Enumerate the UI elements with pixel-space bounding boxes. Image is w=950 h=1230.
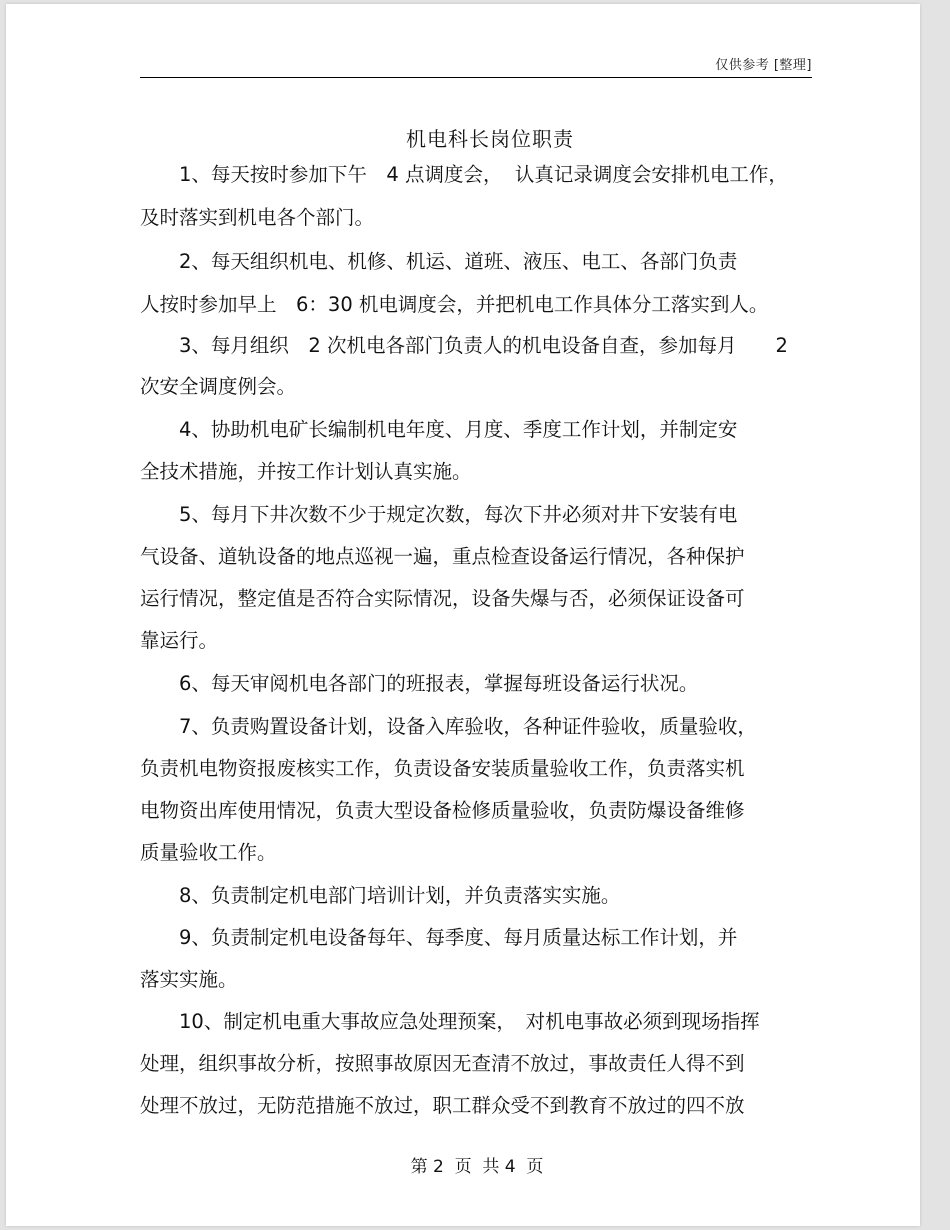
- text-line: 人按时参加早上 6：30 机电调度会，并把机电工作具体分工落实到人。: [140, 293, 769, 316]
- text-line: 6、每天审阅机电各部门的班报表，掌握每班设备运行状况。: [140, 672, 699, 695]
- text-line: 4、协助机电矿长编制机电年度、月度、季度工作计划，并制定安: [140, 418, 738, 441]
- text-line: 及时落实到机电各个部门。: [140, 206, 375, 229]
- text-line: 处理不放过，无防范措施不放过，职工群众受不到教育不放过的四不放: [140, 1094, 745, 1117]
- text-line: 质量验收工作。: [140, 841, 277, 864]
- text-line: 处理，组织事故分析，按照事故原因无查清不放过，事故责任人得不到: [140, 1052, 745, 1075]
- text-line: 2、每天组织机电、机修、机运、道班、液压、电工、各部门负责: [140, 250, 738, 273]
- document-page: [6, 4, 920, 1226]
- text-line: 气设备、道轨设备的地点巡视一遍，重点检查设备运行情况，各种保护: [140, 545, 745, 568]
- text-line: 靠运行。: [140, 629, 219, 652]
- text-line: 9、负责制定机电设备每年、每季度、每月质量达标工作计划，并: [140, 926, 738, 949]
- text-line: 5、每月下井次数不少于规定次数，每次下井必须对井下安装有电: [140, 503, 738, 526]
- text-line: 落实实施。: [140, 968, 238, 991]
- text-line: 1、每天按时参加下午 4 点调度会， 认真记录调度会安排机电工作，: [140, 163, 788, 186]
- header-rule: [140, 77, 812, 78]
- header-note: 仅供参考 [整理]: [715, 58, 812, 73]
- text-line: 7、负责购置设备计划，设备入库验收，各种证件验收，质量验收，: [140, 715, 757, 738]
- text-line: 10、制定机电重大事故应急处理预案， 对机电事故必须到现场指挥: [140, 1010, 760, 1033]
- text-line: 8、负责制定机电部门培训计划，并负责落实实施。: [140, 884, 621, 907]
- text-line: 负责机电物资报废核实工作，负责设备安装质量验收工作，负责落实机: [140, 757, 745, 780]
- text-line: 次安全调度例会。: [140, 375, 297, 398]
- text-line: 全技术措施，并按工作计划认真实施。: [140, 460, 472, 483]
- page-number-footer: 第 2 页 共 4 页: [410, 1157, 544, 1177]
- text-line: 运行情况，整定值是否符合实际情况，设备失爆与否，必须保证设备可: [140, 587, 745, 610]
- text-line: 3、每月组织 2 次机电各部门负责人的机电设备自查，参加每月 2: [140, 334, 788, 357]
- document-title: 机电科长岗位职责: [406, 127, 574, 151]
- text-line: 电物资出库使用情况，负责大型设备检修质量验收，负责防爆设备维修: [140, 799, 745, 822]
